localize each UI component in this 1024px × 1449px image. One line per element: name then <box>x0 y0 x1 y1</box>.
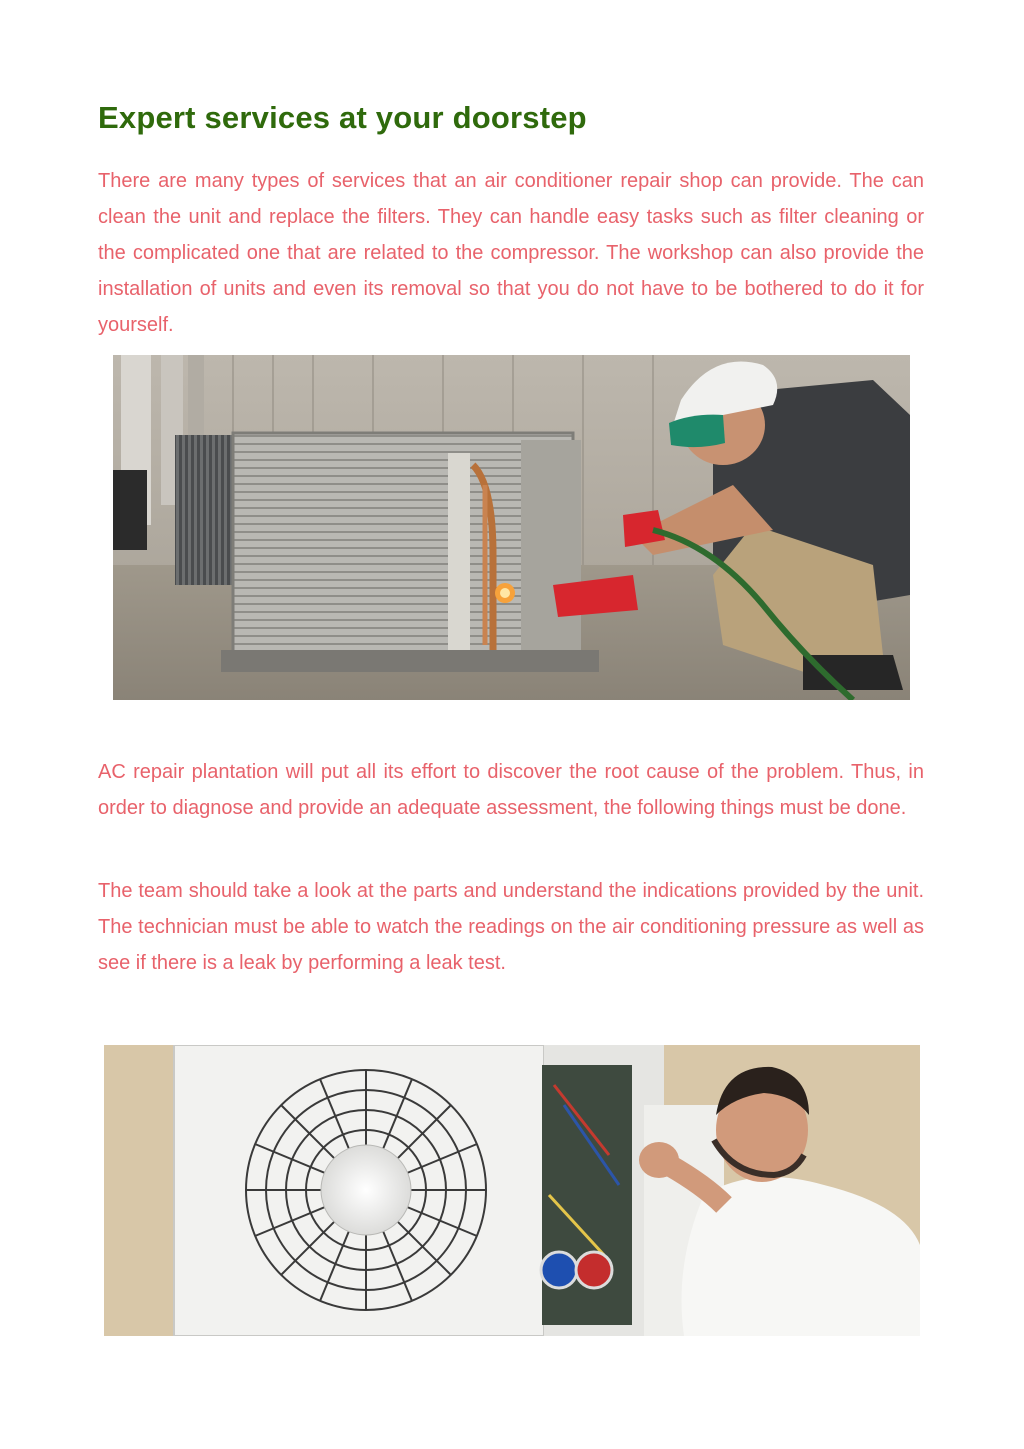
inspection-paragraph: The team should take a look at the parts and understand the indications provided by the unit. The technician must be able to watch the readings on the air conditioning pressure as well as see if there is a leak by performing a leak test. <box>98 880 924 974</box>
page-title: Expert services at your doorstep <box>98 100 587 135</box>
technician-servicing-outdoor-unit-photo <box>104 1045 920 1336</box>
intro-paragraph: There are many types of services that an air conditioner repair shop can provide. The can clean the unit and replace the filters. They can handle easy tasks such as filter cleaning or the complicated one that are related to the compressor. The workshop can also provide the installation of units and even its removal so that you do not have to be bothered to do it for yourself. <box>98 170 924 336</box>
diagnosis-paragraph: AC repair plantation will put all its effort to discover the root cause of the problem. Thus, in order to diagnose and provide an adequate assessment, the following things must be done. <box>98 761 924 819</box>
technician-brazing-condenser-photo <box>113 355 910 700</box>
